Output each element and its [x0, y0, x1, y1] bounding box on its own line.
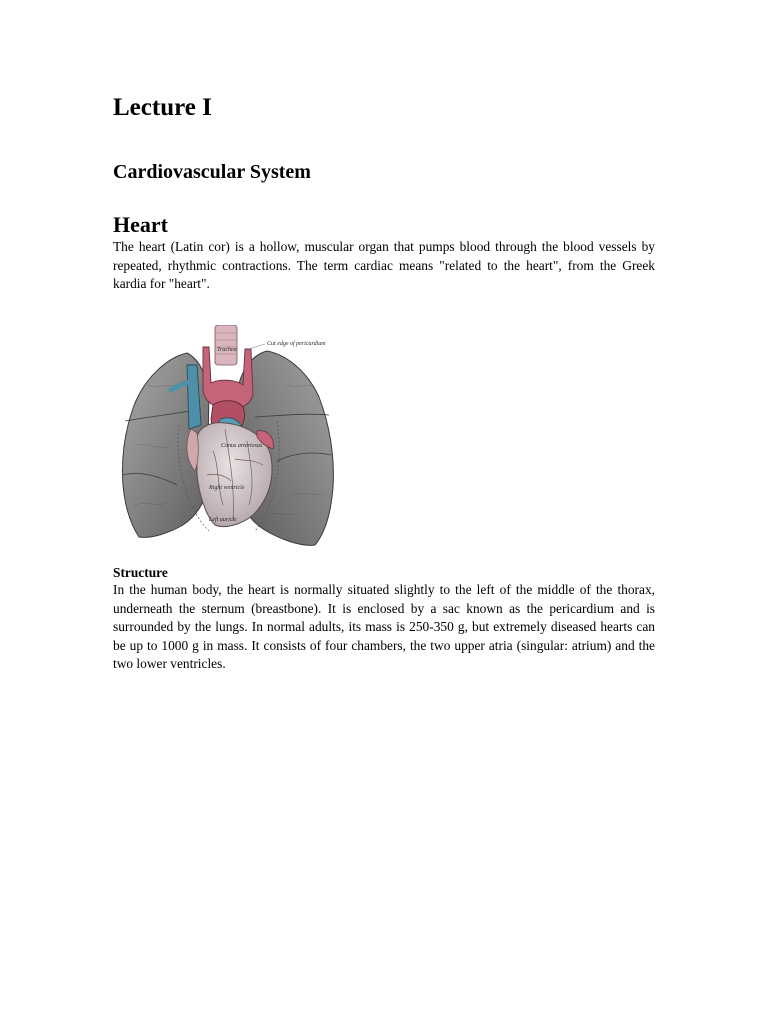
- structure-paragraph: In the human body, the heart is normally situated slightly to the left of the middle of the thorax, underneath the sternum (breastbone). It is enclosed by a sac known as the pericardium and is surrounded by the lungs. In normal adults, its mass is 250-350 g, but extremely diseased hearts can be up to 1000 g in mass. It consists of four chambers, the two upper atria (singular: atrium) and the two lower ventricles.: [113, 582, 655, 671]
- heart-lungs-illustration: [117, 325, 339, 550]
- heart-intro-paragraph: The heart (Latin cor) is a hollow, muscular organ that pumps blood through the blood vessels by repeated, rhythmic contractions. The term cardiac means "related to the heart", from the Greek kardia for "heart".: [113, 239, 655, 291]
- structure-heading: Structure: [113, 565, 168, 580]
- label-pericardium: Cut edge of pericardium: [267, 341, 326, 347]
- heart-heading: Heart: [113, 212, 168, 237]
- label-conus: Conus arteriosus: [221, 443, 263, 449]
- system-subtitle: Cardiovascular System: [113, 161, 311, 183]
- label-trachea: Trachea: [217, 347, 237, 353]
- trachea: [215, 325, 237, 365]
- heart-lungs-drawing: [117, 325, 339, 550]
- lecture-title: Lecture I: [113, 94, 212, 121]
- label-right-ventricle: Right ventricle: [209, 485, 245, 491]
- label-left-auricle: Left auricle: [209, 517, 237, 523]
